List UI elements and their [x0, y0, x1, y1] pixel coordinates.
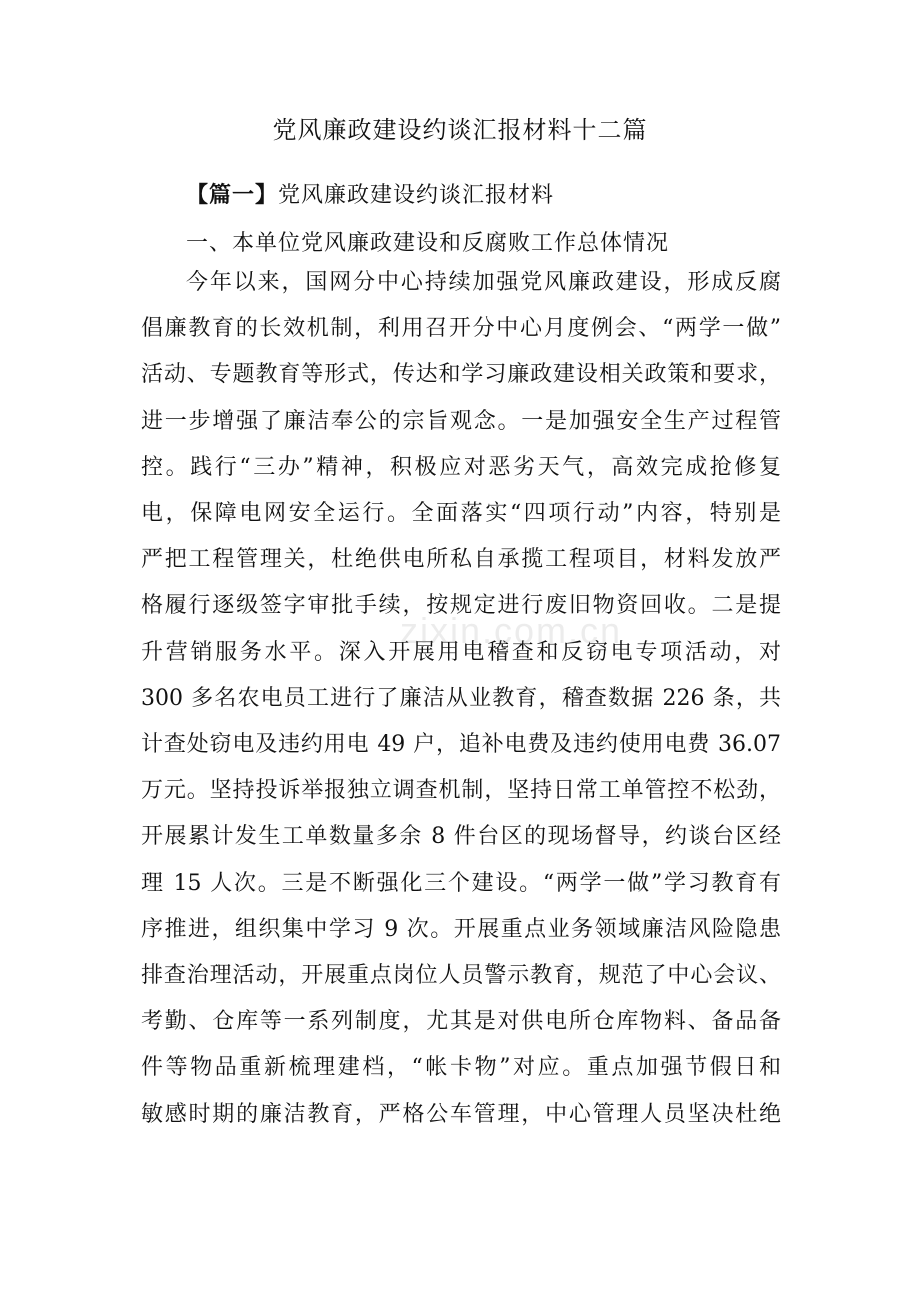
body-line: 格履行逐级签字审批手续，按规定进行废旧物资回收。二是提: [141, 593, 781, 619]
section-bracket-close: 】: [255, 182, 279, 208]
body-line: 今年以来，国网分中心持续加强党风廉政建设，形成反腐: [186, 270, 781, 295]
body-line: 控。践行“三办”精神，积极应对恶劣天气，高效完成抢修复: [141, 454, 781, 480]
body-line: 排查治理活动，开展重点岗位人员警示教育，规范了中心会议、: [141, 963, 781, 988]
body-line: 敏感时期的廉洁教育，严格公车管理，中心管理人员坚决杜绝: [141, 1101, 781, 1127]
subheading: 一、本单位党风廉政建设和反腐败工作总体情况: [186, 231, 670, 256]
body-line: 计查处窃电及违约用电 49 户，追补电费及违约使用电费 36.07: [141, 732, 781, 757]
body-line: 考勤、仓库等一系列制度，尤其是对供电所仓库物料、备品备: [141, 1009, 781, 1035]
document-title: 党风廉政建设约谈汇报材料十二篇: [272, 116, 648, 144]
body-line: 万元。坚持投诉举报独立调查机制，坚持日常工单管控不松劲，: [141, 778, 781, 804]
body-line: 序推进，组织集中学习 9 次。开展重点业务领域廉洁风险隐患: [141, 916, 781, 942]
section-bracket-open: 【: [186, 182, 210, 208]
body-line: 严把工程管理关，杜绝供电所私自承揽工程项目，材料发放严: [141, 547, 781, 573]
body-line: 300 多名农电员工进行了廉洁从业教育，稽查数据 226 条，共: [141, 685, 781, 711]
section-heading: [186, 178, 554, 209]
watermark: zixin.com.cn: [400, 610, 623, 651]
body-line: 件等物品重新梳理建档，“帐卡物”对应。重点加强节假日和: [141, 1055, 781, 1081]
section-heading-text: 党风廉政建设约谈汇报材料: [278, 183, 555, 208]
body-line: 电，保障电网安全运行。全面落实“四项行动”内容，特别是: [141, 501, 781, 526]
body-line: 开展累计发生工单数量多余 8 件台区的现场督导，约谈台区经: [141, 824, 781, 850]
body-line: 升营销服务水平。深入开展用电稽查和反窃电专项活动，对: [141, 639, 781, 665]
body-line: 理 15 人次。三是不断强化三个建设。“两学一做”学习教育有: [141, 870, 781, 896]
section-label: 篇一: [209, 182, 256, 208]
body-line: 活动、专题教育等形式，传达和学习廉政建设相关政策和要求，: [141, 362, 781, 388]
body-line: 进一步增强了廉洁奉公的宗旨观念。一是加强安全生产过程管: [141, 408, 781, 434]
body-line: 倡廉教育的长效机制，利用召开分中心月度例会、“两学一做”: [141, 316, 781, 342]
